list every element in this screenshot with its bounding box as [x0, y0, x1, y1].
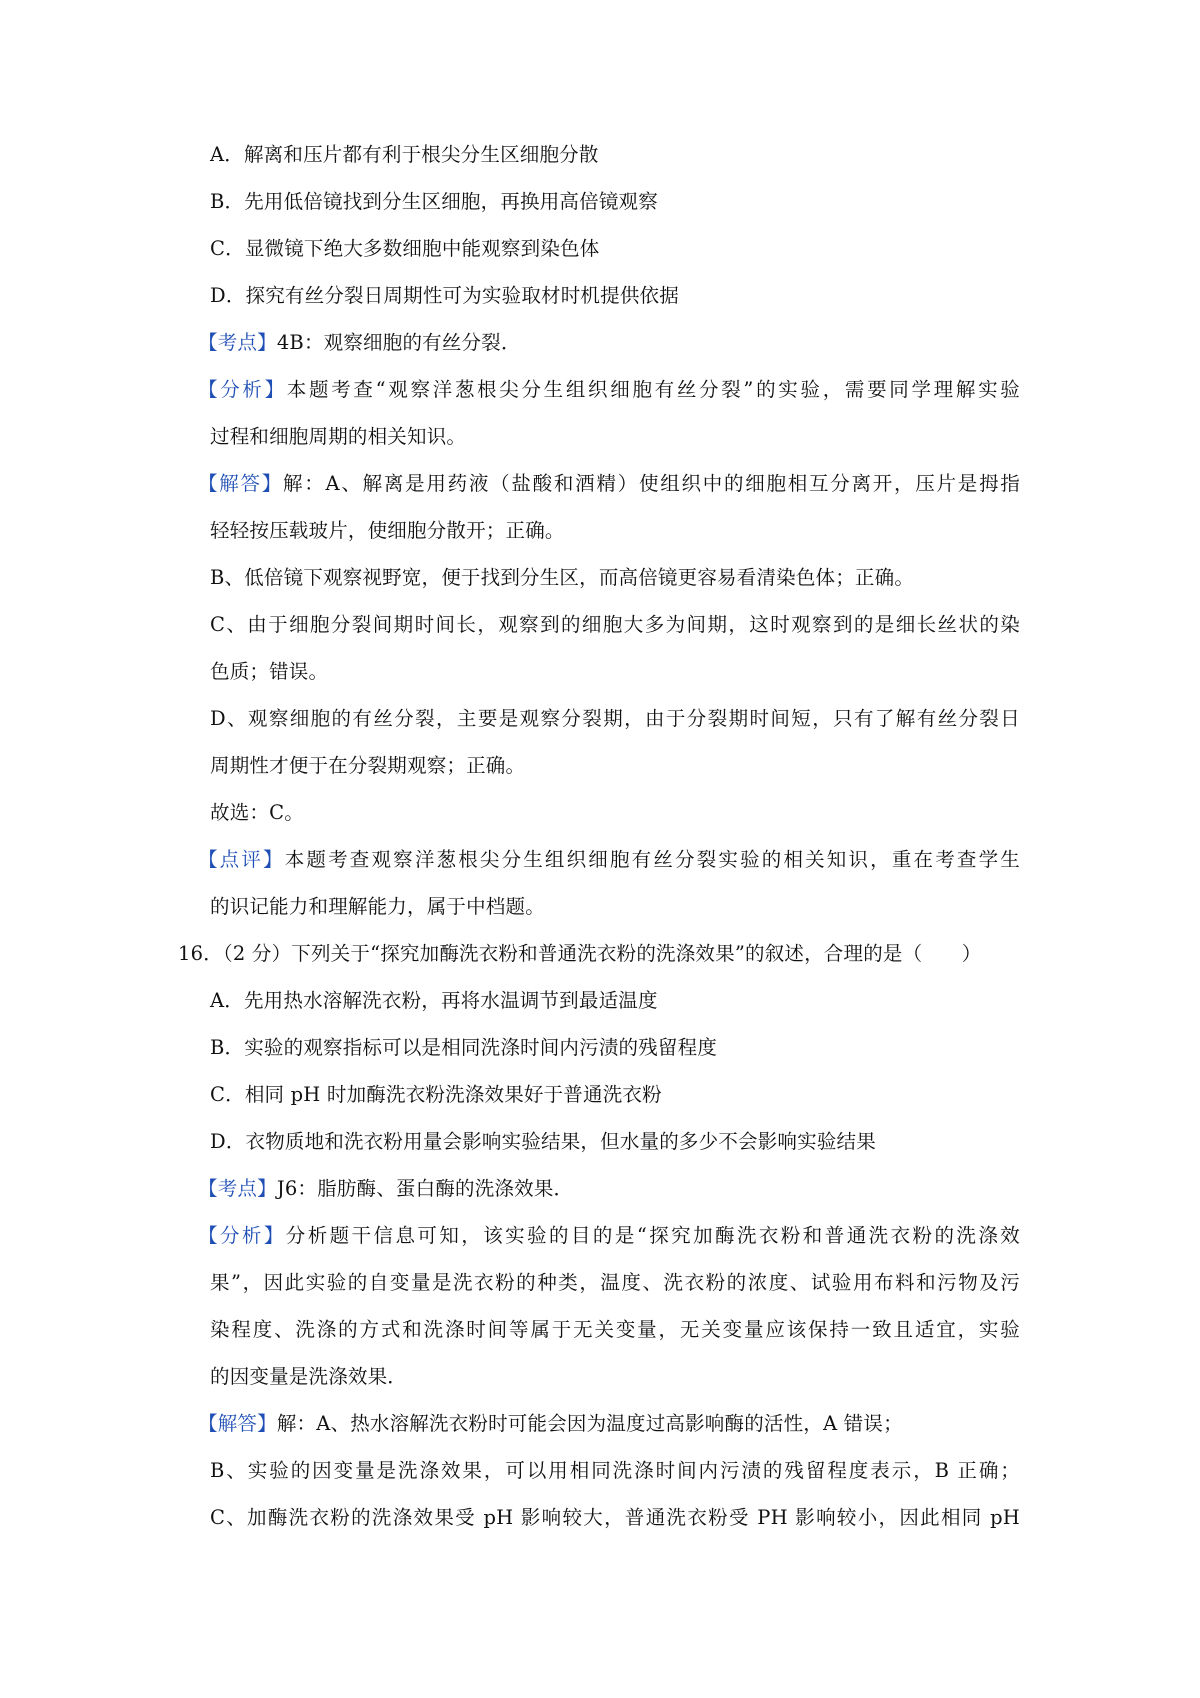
- q15-option-a: A．解离和压片都有利于根尖分生区细胞分散: [210, 143, 599, 166]
- kaodian-text: J6：脂肪酶、蛋白酶的洗涤效果．: [276, 1177, 574, 1200]
- jieda-tag: 【解答】: [198, 472, 284, 495]
- q15-option-c: C．显微镜下绝大多数细胞中能观察到染色体: [210, 237, 600, 260]
- q15-fenxi-line-2: 过程和细胞周期的相关知识。: [210, 425, 467, 448]
- q15-jieda-c-line-2: 色质；错误。: [210, 660, 329, 683]
- q16-fenxi-line-4: 的因变量是洗涤效果．: [210, 1365, 408, 1388]
- q16-jieda-b: B、实验的因变量是洗涤效果，可以用相同洗涤时间内污渍的残留程度表示，B 正确；: [210, 1459, 1020, 1482]
- jieda-tag: 【解答】: [198, 1412, 277, 1435]
- q15-jieda-d-line-2: 周期性才便于在分裂期观察；正确。: [210, 754, 526, 777]
- jieda-a: 解：A、热水溶解洗衣粉时可能会因为温度过高影响酶的活性，A 错误；: [276, 1412, 903, 1435]
- q15-jieda: [198, 470, 1020, 498]
- q16-option-b: B．实验的观察指标可以是相同洗涤时间内污渍的残留程度: [210, 1036, 718, 1059]
- q15-jieda-line-2: 轻轻按压载玻片，使细胞分散开；正确。: [210, 519, 565, 542]
- q16-fenxi-line-2: 果”，因此实验的自变量是洗衣粉的种类，温度、洗衣粉的浓度、试验用布料和污物及污: [210, 1271, 1020, 1294]
- q15-fenxi: [198, 376, 1020, 404]
- jieda-line-1: 解：A、解离是用药液（盐酸和酒精）使组织中的细胞相互分离开，压片是拇指: [283, 472, 1020, 495]
- q15-answer: 故选：C。: [210, 801, 304, 824]
- fenxi-tag: 【分析】: [198, 378, 287, 401]
- fenxi-line-1: 本题考查“观察洋葱根尖分生组织细胞有丝分裂”的实验，需要同学理解实验: [286, 378, 1020, 401]
- q16-option-c: C．相同 pH 时加酶洗衣粉洗涤效果好于普通洗衣粉: [210, 1083, 662, 1106]
- fenxi-line-1: 分析题干信息可知，该实验的目的是“探究加酶洗衣粉和普通洗衣粉的洗涤效: [285, 1224, 1020, 1247]
- q15-jieda-d-line-1: D、观察细胞的有丝分裂，主要是观察分裂期，由于分裂期时间短，只有了解有丝分裂日: [210, 707, 1020, 730]
- q15-dianping: [198, 846, 1020, 874]
- q16-option-a: A．先用热水溶解洗衣粉，再将水温调节到最适温度: [210, 989, 658, 1012]
- dianping-line-1: 本题考查观察洋葱根尖分生组织细胞有丝分裂实验的相关知识，重在考查学生: [284, 848, 1020, 871]
- q16-fenxi: [198, 1222, 1020, 1250]
- q16-stem: 16．（2 分）下列关于“探究加酶洗衣粉和普通洗衣粉的洗涤效果”的叙述，合理的是（ ）: [178, 942, 982, 965]
- q16-kaodian: [198, 1175, 573, 1203]
- q16-jieda-c: C、加酶洗衣粉的洗涤效果受 pH 影响较大，普通洗衣粉受 PH 影响较小，因此相同 pH: [210, 1506, 1020, 1529]
- kaodian-text: 4B：观察细胞的有丝分裂．: [276, 331, 521, 354]
- q15-option-d: D．探究有丝分裂日周期性可为实验取材时机提供依据: [210, 284, 679, 307]
- q15-jieda-c-line-1: C、由于细胞分裂间期时间长，观察到的细胞大多为间期，这时观察到的是细长丝状的染: [210, 613, 1020, 636]
- fenxi-tag: 【分析】: [198, 1224, 286, 1247]
- kaodian-tag: 【考点】: [198, 331, 277, 354]
- q16-option-d: D．衣物质地和洗衣粉用量会影响实验结果，但水量的多少不会影响实验结果: [210, 1130, 876, 1153]
- dianping-tag: 【点评】: [198, 848, 285, 871]
- q16-fenxi-line-3: 染程度、洗涤的方式和洗涤时间等属于无关变量，无关变量应该保持一致且适宜，实验: [210, 1318, 1020, 1341]
- q15-jieda-b: B、低倍镜下观察视野宽，便于找到分生区，而高倍镜更容易看清染色体；正确。: [210, 566, 915, 589]
- q15-kaodian: [198, 329, 521, 357]
- q15-option-b: B．先用低倍镜找到分生区细胞，再换用高倍镜观察: [210, 190, 658, 213]
- q15-dianping-line-2: 的识记能力和理解能力，属于中档题。: [210, 895, 545, 918]
- kaodian-tag: 【考点】: [198, 1177, 277, 1200]
- q16-jieda: [198, 1410, 903, 1438]
